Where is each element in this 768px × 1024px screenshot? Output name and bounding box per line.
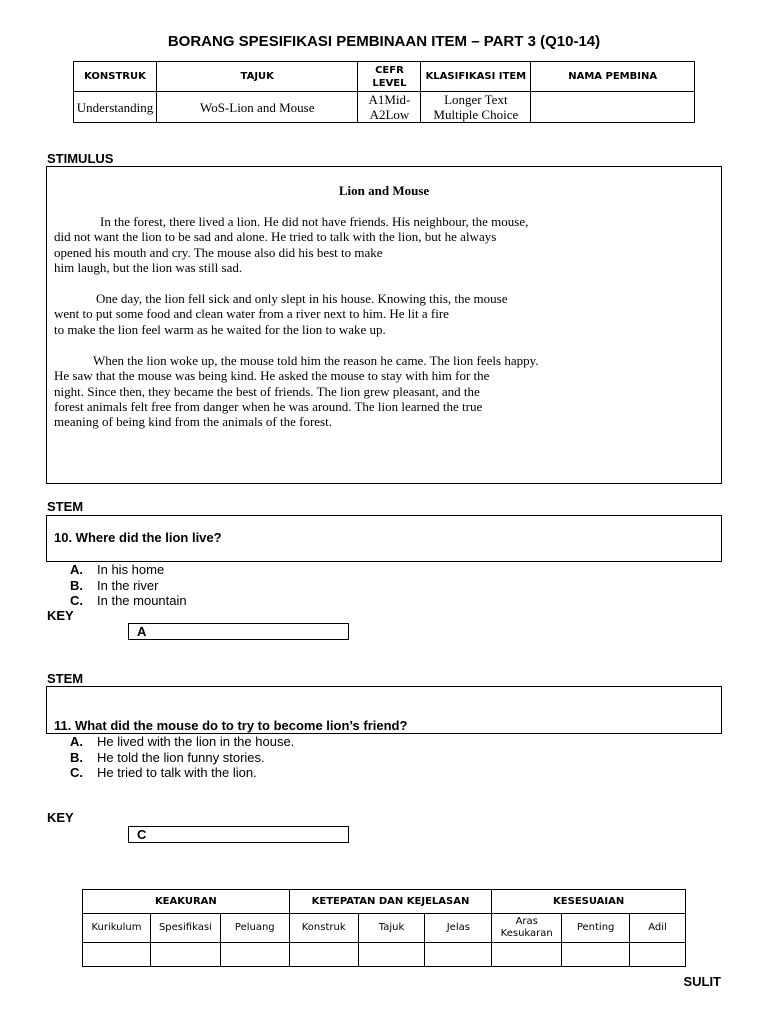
- question-text: 10. Where did the lion live?: [54, 530, 222, 545]
- eval-cell-blank: [492, 943, 562, 967]
- spec-header-konstruk: KONSTRUK: [74, 62, 157, 92]
- option-letter: C.: [70, 593, 83, 608]
- key-label: KEY: [47, 608, 74, 623]
- stem-box: [46, 515, 722, 562]
- eval-cell-blank: [630, 943, 686, 967]
- option-item: [70, 593, 187, 609]
- option-letter: A.: [70, 562, 83, 577]
- spec-cell-konstruk: Understanding: [74, 92, 157, 123]
- stem-box: [46, 686, 722, 734]
- evaluation-table: [82, 889, 686, 967]
- eval-col-penting: Penting: [562, 914, 630, 943]
- spec-header-tajuk: TAJUK: [156, 62, 357, 92]
- stimulus-box: [46, 166, 722, 484]
- option-text: In his home: [97, 562, 165, 577]
- stimulus-title: Lion and Mouse: [338, 183, 430, 198]
- page-title: BORANG SPESIFIKASI PEMBINAAN ITEM – PART 3 (Q10-14): [167, 33, 601, 50]
- eval-cell-blank: [425, 943, 492, 967]
- stimulus-paragraph: When the lion woke up, the mouse told him the reason he came. The lion feels happy. He saw that the mouse was being kind. He asked the mouse to stay with him for the night. Since then, they became the best of friends. The lion grew pleasant, and the forest animals felt free from danger when he was around. The lion learned the true meaning of being kind from the animals of the forest.: [54, 353, 539, 430]
- eval-col-adil: Adil: [630, 914, 686, 943]
- eval-group-kesesuaian: KESESUAIAN: [492, 890, 686, 914]
- eval-cell-blank: [83, 943, 151, 967]
- option-text: In the mountain: [97, 593, 187, 608]
- eval-cell-blank: [358, 943, 425, 967]
- option-list: [70, 562, 187, 609]
- key-label: KEY: [47, 810, 74, 825]
- eval-group-ketepatan: KETEPATAN DAN KEJELASAN: [289, 890, 492, 914]
- eval-col-konstruk: Konstruk: [289, 914, 358, 943]
- option-text: He tried to talk with the lion.: [97, 765, 257, 780]
- spec-table: [73, 61, 695, 123]
- option-text: He lived with the lion in the house.: [97, 734, 295, 749]
- eval-col-jelas: Jelas: [425, 914, 492, 943]
- eval-cell-blank: [562, 943, 630, 967]
- option-item: [70, 562, 187, 578]
- key-answer-box: C: [128, 826, 349, 843]
- option-letter: B.: [70, 577, 83, 593]
- spec-header-cefr: CEFR LEVEL: [358, 62, 421, 92]
- option-item: [70, 578, 187, 594]
- spec-header-klasifikasi: KLASIFIKASI ITEM: [421, 62, 531, 92]
- key-answer-box: A: [128, 623, 349, 640]
- stem-label: STEM: [47, 499, 84, 514]
- option-letter: A.: [70, 734, 83, 749]
- spec-cell-tajuk: WoS-Lion and Mouse: [156, 92, 357, 123]
- option-text: He told the lion funny stories.: [97, 749, 265, 765]
- eval-col-tajuk: Tajuk: [358, 914, 425, 943]
- option-item: [70, 750, 294, 766]
- option-text: In the river: [97, 577, 159, 593]
- spec-header-nama-pembina: NAMA PEMBINA: [531, 62, 695, 92]
- eval-cell-blank: [150, 943, 220, 967]
- stem-label: STEM: [47, 671, 84, 686]
- option-item: [70, 765, 294, 781]
- eval-cell-blank: [289, 943, 358, 967]
- stimulus-label: STIMULUS: [47, 151, 114, 166]
- stimulus-paragraph: One day, the lion fell sick and only slept in his house. Knowing this, the mouse went to put some food and clean water from a river next to him. He lit a fire to make the lion feel warm as he waited for the lion to wake up.: [54, 291, 508, 337]
- eval-col-aras-kesukaran: Aras Kesukaran: [492, 914, 562, 943]
- eval-col-kurikulum: Kurikulum: [83, 914, 151, 943]
- stimulus-paragraph: In the forest, there lived a lion. He did not have friends. His neighbour, the mouse, did not want the lion to be sad and alone. He tried to talk with the lion, but he always opened his mouth and cry. The mouse also did his best to make him laugh, but the lion was still sad.: [54, 214, 529, 275]
- eval-group-keakuran: KEAKURAN: [83, 890, 290, 914]
- option-letter: C.: [70, 765, 83, 780]
- question-text: 11. What did the mouse do to try to become lion’s friend?: [54, 718, 408, 733]
- eval-col-spesifikasi: Spesifikasi: [150, 914, 220, 943]
- spec-cell-nama-pembina: [531, 92, 695, 123]
- option-letter: B.: [70, 749, 83, 765]
- footer-sulit: SULIT: [683, 974, 721, 989]
- eval-col-peluang: Peluang: [220, 914, 289, 943]
- spec-cell-klasifikasi: Longer Text Multiple Choice: [421, 92, 531, 123]
- spec-cell-cefr: A1Mid-A2Low: [358, 92, 421, 123]
- eval-cell-blank: [220, 943, 289, 967]
- option-item: [70, 734, 294, 750]
- option-list: [70, 734, 294, 781]
